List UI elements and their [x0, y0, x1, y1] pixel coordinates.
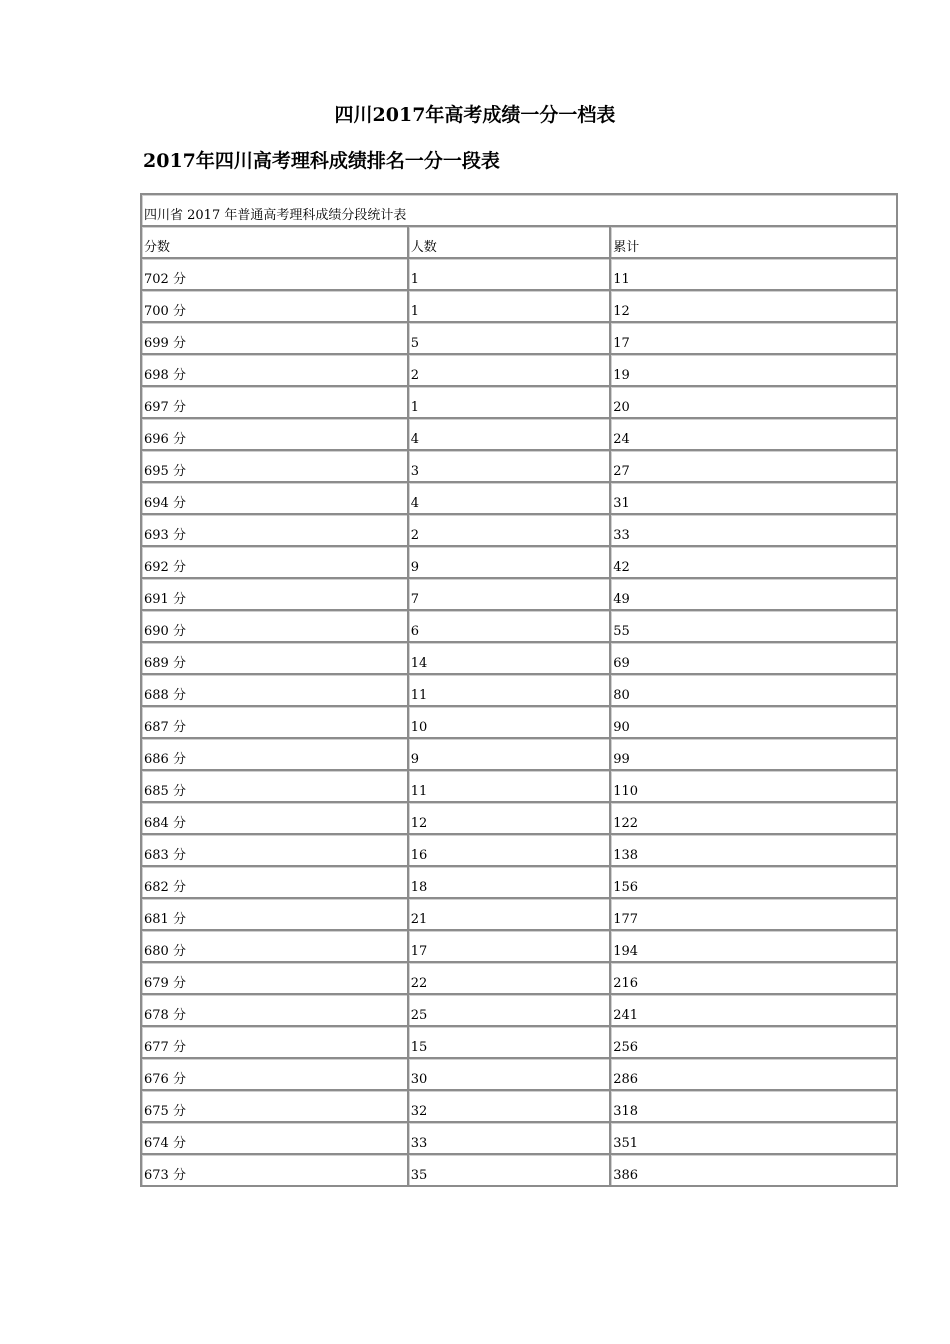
- cumulative-cell: [610, 738, 897, 770]
- score-cell-text: 676 分: [144, 1072, 186, 1087]
- score-cell-text: 675 分: [144, 1104, 186, 1119]
- count-cell-text: 9: [410, 560, 419, 575]
- table-row: [141, 1026, 897, 1058]
- score-cell-text: 692 分: [144, 560, 186, 575]
- table-caption-text: 四川省 2017 年普通高考理科成绩分段统计表: [144, 208, 407, 223]
- count-cell-text: 1: [410, 304, 419, 319]
- cumulative-cell-text: 386: [613, 1168, 639, 1183]
- cumulative-cell: [610, 834, 897, 866]
- count-cell: [408, 1090, 611, 1122]
- count-cell: [408, 1122, 611, 1154]
- cumulative-cell: [610, 930, 897, 962]
- count-cell-text: 1: [410, 272, 419, 287]
- count-cell: [408, 354, 611, 386]
- score-cell: [141, 898, 408, 930]
- count-cell-text: 32: [410, 1104, 428, 1119]
- count-cell-text: 4: [410, 432, 419, 447]
- count-cell-text: 25: [410, 1008, 428, 1023]
- score-cell: [141, 994, 408, 1026]
- table-row: [141, 802, 897, 834]
- score-cell-text: 688 分: [144, 688, 186, 703]
- count-cell: [408, 514, 611, 546]
- count-cell-text: 11: [410, 688, 428, 703]
- count-cell-text: 2: [410, 368, 419, 383]
- score-cell-text: 680 分: [144, 944, 186, 959]
- table-row: [141, 642, 897, 674]
- table-row: [141, 290, 897, 322]
- count-cell: [408, 866, 611, 898]
- score-cell: [141, 770, 408, 802]
- count-cell: [408, 482, 611, 514]
- cumulative-cell: [610, 1026, 897, 1058]
- table-row: [141, 770, 897, 802]
- document-title: 四川2017年高考成绩一分一档表: [334, 104, 616, 126]
- score-cell: [141, 450, 408, 482]
- score-cell-text: 697 分: [144, 400, 186, 415]
- score-cell: [141, 1090, 408, 1122]
- table-row: [141, 1090, 897, 1122]
- count-cell: [408, 418, 611, 450]
- score-distribution-table: [140, 193, 898, 1187]
- count-cell: [408, 802, 611, 834]
- count-cell: [408, 578, 611, 610]
- table-row: [141, 866, 897, 898]
- cumulative-cell: [610, 994, 897, 1026]
- score-cell-text: 684 分: [144, 816, 186, 831]
- table-row: [141, 354, 897, 386]
- count-cell: [408, 290, 611, 322]
- cumulative-cell: [610, 866, 897, 898]
- cumulative-cell: [610, 802, 897, 834]
- score-cell: [141, 834, 408, 866]
- cumulative-cell: [610, 642, 897, 674]
- count-cell-text: 22: [410, 976, 428, 991]
- score-cell: [141, 418, 408, 450]
- table-row: [141, 1122, 897, 1154]
- count-cell: [408, 322, 611, 354]
- score-cell: [141, 866, 408, 898]
- table-row: [141, 962, 897, 994]
- cumulative-cell: [610, 450, 897, 482]
- cumulative-cell-text: 156: [613, 880, 639, 895]
- cumulative-cell: [610, 1058, 897, 1090]
- score-cell-text: 699 分: [144, 336, 186, 351]
- score-cell: [141, 322, 408, 354]
- score-cell-text: 687 分: [144, 720, 186, 735]
- count-cell-text: 5: [410, 336, 419, 351]
- cumulative-cell-text: 351: [613, 1136, 639, 1151]
- table-caption: [141, 194, 897, 226]
- count-cell: [408, 1154, 611, 1186]
- cumulative-cell-text: 318: [613, 1104, 639, 1119]
- cumulative-cell: [610, 258, 897, 290]
- count-cell-text: 17: [410, 944, 428, 959]
- count-cell-text: 4: [410, 496, 419, 511]
- count-cell-text: 30: [410, 1072, 428, 1087]
- table-row: [141, 1154, 897, 1186]
- table-row: [141, 706, 897, 738]
- table-row: [141, 994, 897, 1026]
- count-cell-text: 2: [410, 528, 419, 543]
- score-cell-text: 694 分: [144, 496, 186, 511]
- header-score-text: 分数: [144, 240, 171, 255]
- cumulative-cell: [610, 322, 897, 354]
- table-row: [141, 546, 897, 578]
- cumulative-cell: [610, 770, 897, 802]
- cumulative-cell-text: 241: [613, 1008, 639, 1023]
- cumulative-cell-text: 99: [613, 752, 630, 767]
- count-cell-text: 33: [410, 1136, 428, 1151]
- score-cell-text: 679 分: [144, 976, 186, 991]
- table-row: [141, 610, 897, 642]
- score-cell-text: 681 分: [144, 912, 186, 927]
- score-cell: [141, 258, 408, 290]
- count-cell: [408, 706, 611, 738]
- count-cell: [408, 962, 611, 994]
- header-score: [141, 226, 408, 258]
- cumulative-cell-text: 31: [613, 496, 630, 511]
- score-cell-text: 683 分: [144, 848, 186, 863]
- count-cell-text: 15: [410, 1040, 428, 1055]
- count-cell: [408, 386, 611, 418]
- cumulative-cell: [610, 898, 897, 930]
- score-cell: [141, 482, 408, 514]
- cumulative-cell: [610, 674, 897, 706]
- score-cell: [141, 1058, 408, 1090]
- table-row: [141, 1058, 897, 1090]
- count-cell: [408, 834, 611, 866]
- score-cell: [141, 962, 408, 994]
- count-cell-text: 35: [410, 1168, 428, 1183]
- count-cell-text: 1: [410, 400, 419, 415]
- cumulative-cell: [610, 354, 897, 386]
- count-cell: [408, 994, 611, 1026]
- header-count: [408, 226, 611, 258]
- table-row: [141, 898, 897, 930]
- count-cell: [408, 930, 611, 962]
- score-cell: [141, 386, 408, 418]
- table-body: [141, 194, 897, 1186]
- score-cell: [141, 930, 408, 962]
- count-cell-text: 9: [410, 752, 419, 767]
- score-cell: [141, 610, 408, 642]
- count-cell: [408, 1058, 611, 1090]
- score-cell: [141, 706, 408, 738]
- cumulative-cell: [610, 386, 897, 418]
- score-cell-text: 700 分: [144, 304, 186, 319]
- cumulative-cell-text: 12: [613, 304, 630, 319]
- count-cell-text: 3: [410, 464, 419, 479]
- count-cell-text: 7: [410, 592, 419, 607]
- count-cell: [408, 450, 611, 482]
- score-cell-text: 691 分: [144, 592, 186, 607]
- count-cell-text: 16: [410, 848, 428, 863]
- cumulative-cell-text: 11: [613, 272, 630, 287]
- table-row: [141, 322, 897, 354]
- count-cell: [408, 610, 611, 642]
- header-count-text: 人数: [410, 240, 437, 255]
- table-row: [141, 514, 897, 546]
- score-cell-text: 690 分: [144, 624, 186, 639]
- header-cumulative-text: 累计: [613, 240, 640, 255]
- count-cell: [408, 738, 611, 770]
- cumulative-cell-text: 80: [613, 688, 630, 703]
- count-cell-text: 10: [410, 720, 428, 735]
- table-row: [141, 450, 897, 482]
- cumulative-cell: [610, 290, 897, 322]
- count-cell: [408, 546, 611, 578]
- table-row: [141, 738, 897, 770]
- score-cell: [141, 546, 408, 578]
- score-cell: [141, 738, 408, 770]
- count-cell: [408, 258, 611, 290]
- score-cell: [141, 1026, 408, 1058]
- table-caption-row: [141, 194, 897, 226]
- score-cell-text: 702 分: [144, 272, 186, 287]
- score-cell-text: 693 分: [144, 528, 186, 543]
- cumulative-cell-text: 216: [613, 976, 639, 991]
- score-cell: [141, 642, 408, 674]
- cumulative-cell-text: 49: [613, 592, 630, 607]
- score-cell-text: 695 分: [144, 464, 186, 479]
- table-row: [141, 258, 897, 290]
- cumulative-cell-text: 24: [613, 432, 630, 447]
- cumulative-cell-text: 17: [613, 336, 630, 351]
- table-row: [141, 930, 897, 962]
- cumulative-cell: [610, 578, 897, 610]
- score-cell: [141, 354, 408, 386]
- cumulative-cell-text: 110: [613, 784, 639, 799]
- score-cell: [141, 1154, 408, 1186]
- cumulative-cell: [610, 1090, 897, 1122]
- score-cell: [141, 578, 408, 610]
- score-cell-text: 674 分: [144, 1136, 186, 1151]
- cumulative-cell-text: 42: [613, 560, 630, 575]
- table-row: [141, 482, 897, 514]
- score-cell-text: 678 分: [144, 1008, 186, 1023]
- score-cell-text: 698 分: [144, 368, 186, 383]
- score-cell-text: 682 分: [144, 880, 186, 895]
- score-cell-text: 689 分: [144, 656, 186, 671]
- count-cell-text: 21: [410, 912, 428, 927]
- cumulative-cell: [610, 962, 897, 994]
- cumulative-cell: [610, 610, 897, 642]
- score-cell: [141, 802, 408, 834]
- count-cell: [408, 642, 611, 674]
- cumulative-cell-text: 33: [613, 528, 630, 543]
- table-header-row: [141, 226, 897, 258]
- score-cell: [141, 290, 408, 322]
- table-row: [141, 578, 897, 610]
- cumulative-cell: [610, 1154, 897, 1186]
- table-row: [141, 418, 897, 450]
- count-cell: [408, 898, 611, 930]
- cumulative-cell: [610, 1122, 897, 1154]
- cumulative-cell: [610, 418, 897, 450]
- cumulative-cell-text: 69: [613, 656, 630, 671]
- cumulative-cell-text: 286: [613, 1072, 639, 1087]
- table-row: [141, 386, 897, 418]
- count-cell: [408, 770, 611, 802]
- count-cell-text: 12: [410, 816, 428, 831]
- count-cell-text: 6: [410, 624, 419, 639]
- cumulative-cell-text: 27: [613, 464, 630, 479]
- count-cell-text: 18: [410, 880, 428, 895]
- header-cumulative: [610, 226, 897, 258]
- score-cell-text: 685 分: [144, 784, 186, 799]
- score-cell-text: 677 分: [144, 1040, 186, 1055]
- cumulative-cell-text: 20: [613, 400, 630, 415]
- cumulative-cell-text: 138: [613, 848, 639, 863]
- count-cell: [408, 674, 611, 706]
- cumulative-cell-text: 194: [613, 944, 639, 959]
- score-cell: [141, 1122, 408, 1154]
- cumulative-cell-text: 177: [613, 912, 639, 927]
- cumulative-cell-text: 256: [613, 1040, 639, 1055]
- cumulative-cell: [610, 546, 897, 578]
- table-row: [141, 834, 897, 866]
- section-heading: 2017年四川高考理科成绩排名一分一段表: [143, 150, 500, 172]
- table-row: [141, 674, 897, 706]
- cumulative-cell-text: 122: [613, 816, 639, 831]
- count-cell-text: 14: [410, 656, 428, 671]
- cumulative-cell-text: 19: [613, 368, 630, 383]
- cumulative-cell: [610, 706, 897, 738]
- score-cell: [141, 514, 408, 546]
- count-cell-text: 11: [410, 784, 428, 799]
- score-cell-text: 673 分: [144, 1168, 186, 1183]
- cumulative-cell: [610, 514, 897, 546]
- score-cell-text: 696 分: [144, 432, 186, 447]
- score-cell-text: 686 分: [144, 752, 186, 767]
- cumulative-cell-text: 90: [613, 720, 630, 735]
- cumulative-cell: [610, 482, 897, 514]
- count-cell: [408, 1026, 611, 1058]
- cumulative-cell-text: 55: [613, 624, 630, 639]
- score-cell: [141, 674, 408, 706]
